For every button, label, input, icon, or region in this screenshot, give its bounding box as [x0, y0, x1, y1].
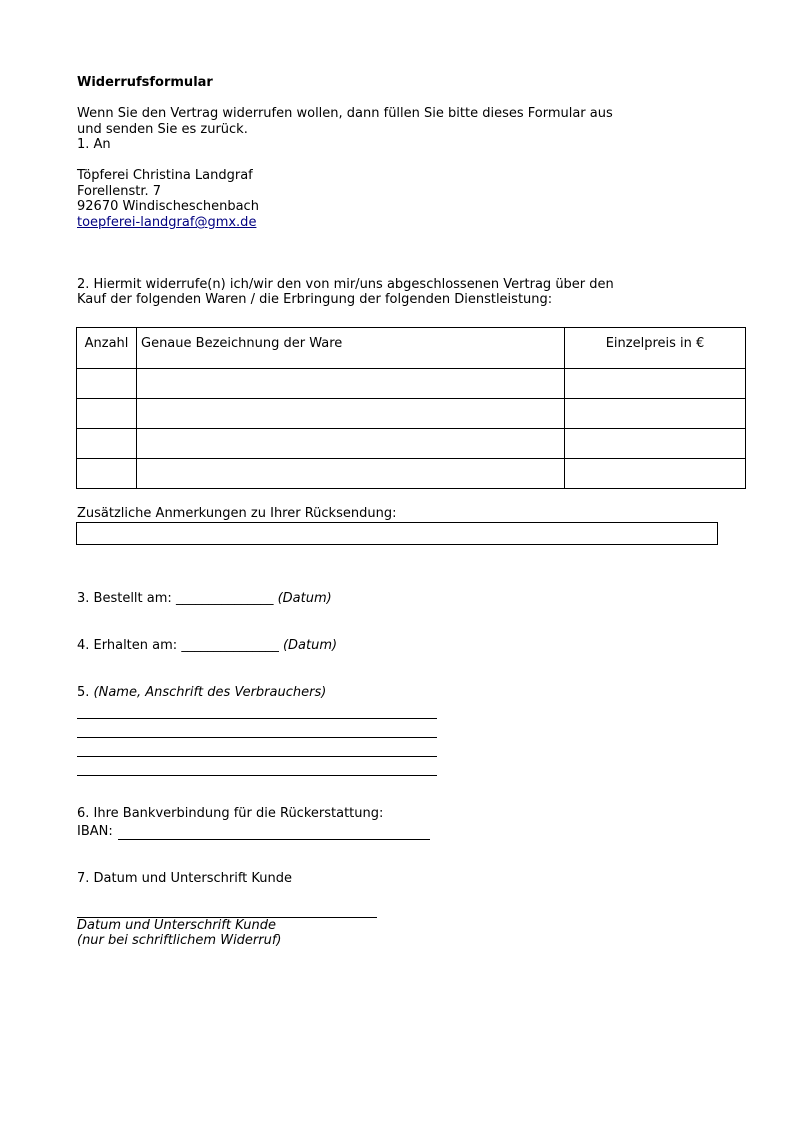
table-header-row [77, 328, 746, 369]
description-cell[interactable] [137, 399, 565, 429]
header-unit-price: Einzelpreis in € [565, 328, 746, 369]
ordered-on-date-field[interactable]: _______________ [175, 591, 274, 606]
price-cell[interactable] [565, 429, 746, 459]
description-cell[interactable] [137, 369, 565, 399]
section7-label: 7. Datum und Unterschrift Kunde [77, 871, 293, 886]
section5-line [77, 685, 326, 701]
section6-label: 6. Ihre Bankverbindung für die Rückerstattung: [77, 806, 384, 821]
recipient-name: Töpferei Christina Landgraf [77, 168, 253, 183]
section5-number: 5. [77, 685, 90, 700]
price-cell[interactable] [565, 459, 746, 489]
received-on-date-field[interactable]: _______________ [181, 638, 279, 653]
quantity-cell[interactable] [77, 459, 137, 489]
recipient-street: Forellenstr. 7 [77, 184, 162, 199]
quantity-cell[interactable] [77, 399, 137, 429]
recipient-city: 92670 Windischeschenbach [77, 199, 259, 214]
iban-field[interactable] [118, 839, 430, 840]
consumer-line-4[interactable] [77, 775, 437, 776]
intro-text-line2: und senden Sie es zurück. [77, 122, 248, 137]
form-title: Widerrufsformular [77, 75, 213, 90]
table-row [77, 459, 746, 489]
section3-line [77, 591, 332, 607]
price-cell[interactable] [565, 369, 746, 399]
quantity-cell[interactable] [77, 369, 137, 399]
header-description: Genaue Bezeichnung der Ware [137, 328, 565, 369]
signature-note: (nur bei schriftlichem Widerruf) [77, 933, 282, 948]
consumer-line-2[interactable] [77, 737, 437, 738]
items-table [76, 327, 746, 489]
section5-hint: (Name, Anschrift des Verbrauchers) [93, 685, 327, 700]
iban-label: IBAN: [77, 824, 113, 839]
quantity-cell[interactable] [77, 429, 137, 459]
price-cell[interactable] [565, 399, 746, 429]
header-quantity: Anzahl [77, 328, 137, 369]
intro-text-line1: Wenn Sie den Vertrag widerrufen wollen, dann füllen Sie bitte dieses Formular aus [77, 106, 613, 121]
table-row [77, 369, 746, 399]
section1-label: 1. An [77, 137, 111, 152]
ordered-on-label: 3. Bestellt am: [77, 591, 172, 606]
section4-line [77, 638, 337, 654]
ordered-on-hint: (Datum) [277, 591, 332, 606]
received-on-hint: (Datum) [282, 638, 338, 653]
recipient-email-link[interactable]: toepferei-landgraf@gmx.de [77, 215, 257, 230]
description-cell[interactable] [137, 459, 565, 489]
section2-text-line1: 2. Hiermit widerrufe(n) ich/wir den von mir/uns abgeschlossenen Vertrag über den [77, 277, 614, 292]
table-row [77, 429, 746, 459]
table-row [77, 399, 746, 429]
consumer-line-3[interactable] [77, 756, 437, 757]
consumer-line-1[interactable] [77, 718, 437, 719]
signature-caption: Datum und Unterschrift Kunde [77, 918, 276, 933]
notes-field[interactable] [76, 522, 718, 545]
section2-text-line2: Kauf der folgenden Waren / die Erbringung der folgenden Dienstleistung: [77, 292, 553, 307]
notes-label: Zusätzliche Anmerkungen zu Ihrer Rücksendung: [77, 506, 397, 521]
description-cell[interactable] [137, 429, 565, 459]
received-on-label: 4. Erhalten am: [77, 638, 178, 653]
